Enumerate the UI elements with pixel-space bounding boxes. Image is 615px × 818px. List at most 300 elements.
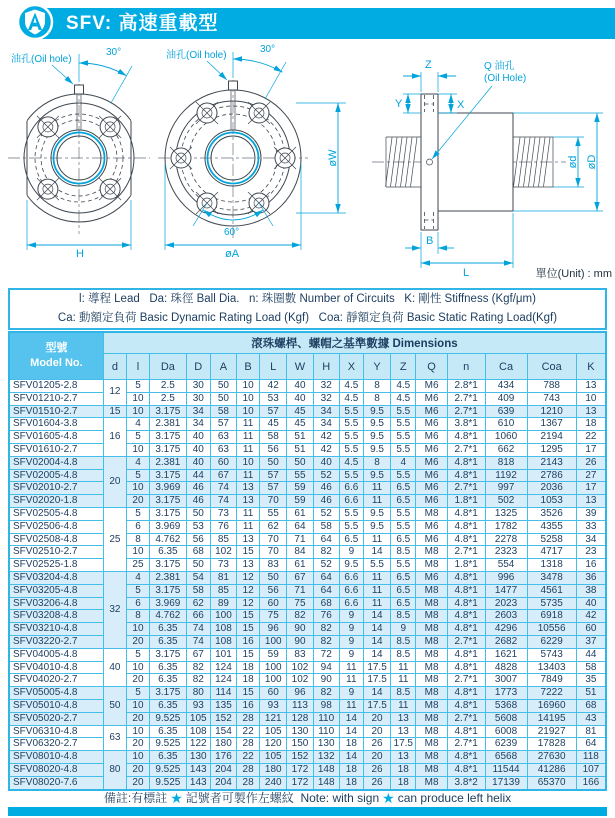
model-cell: SFV03206-4.8	[9, 597, 103, 610]
dim-cell: 5368	[485, 699, 527, 712]
table-row	[9, 559, 606, 572]
oil-hole-label-mid: 油孔(Oil hole)	[166, 50, 227, 61]
dim-cell: 4.8*1	[447, 661, 485, 674]
dim-cell: 4.8*1	[447, 533, 485, 546]
dim-cell: 81	[210, 571, 236, 584]
dim-cell: 6.6	[339, 571, 363, 584]
column-header-K: K	[576, 354, 606, 380]
table-row	[9, 456, 606, 469]
dim-cell: 32	[313, 392, 339, 405]
model-cell: SFV01604-3.8	[9, 418, 103, 431]
dim-cell: 2.8*1	[447, 380, 485, 393]
dim-cell: M8	[416, 763, 447, 776]
dim-cell: 40	[287, 380, 313, 393]
dim-cell: 76	[313, 610, 339, 623]
dim-cell: 502	[485, 495, 527, 508]
dim-cell: 105	[260, 725, 287, 738]
dim-cell: 5.5	[391, 507, 416, 520]
dim-cell: 13	[237, 495, 260, 508]
table-row	[9, 776, 606, 789]
dim-cell: 100	[260, 661, 287, 674]
dim-cell: 9.525	[150, 776, 187, 789]
dim-cell: 12	[237, 597, 260, 610]
dim-cell: 11	[237, 443, 260, 456]
dim-cell: 40	[186, 456, 210, 469]
dim-cell: 5	[126, 380, 149, 393]
model-cell: SFV02510-2.7	[9, 546, 103, 559]
dim-label-Z: Z	[425, 59, 432, 71]
column-header-Ca: Ca	[485, 354, 527, 380]
dim-cell: 15	[237, 648, 260, 661]
model-cell: SFV05010-4.8	[9, 699, 103, 712]
d-group-cell: 12	[103, 380, 126, 406]
dim-cell: 5.5	[339, 520, 363, 533]
column-header-A: A	[210, 354, 236, 380]
model-cell: SFV04020-2.7	[9, 674, 103, 687]
dim-cell: 18	[391, 776, 416, 789]
dim-cell: 2.7*1	[447, 443, 485, 456]
dim-cell: 34	[313, 418, 339, 431]
dim-cell: 4.5	[339, 380, 363, 393]
dim-cell: 50	[186, 507, 210, 520]
dim-cell: 152	[287, 751, 313, 764]
dim-cell: 45	[287, 405, 313, 418]
column-header-d: d	[103, 354, 126, 380]
table-row	[9, 738, 606, 751]
dim-cell: 5.5	[391, 469, 416, 482]
column-header-W: W	[287, 354, 313, 380]
dim-cell: 5.5	[391, 405, 416, 418]
dim-cell: 3.175	[150, 507, 187, 520]
dim-cell: 27	[576, 469, 606, 482]
dim-cell: 10	[126, 546, 149, 559]
dim-cell: 56	[260, 443, 287, 456]
dim-cell: 10	[126, 443, 149, 456]
dim-cell: 63	[210, 431, 236, 444]
dim-cell: 11	[363, 597, 390, 610]
dim-cell: 50	[287, 456, 313, 469]
dim-cell: 3526	[527, 507, 576, 520]
dim-cell: 94	[313, 661, 339, 674]
dim-cell: 82	[313, 623, 339, 636]
dim-cell: 1325	[485, 507, 527, 520]
dim-cell: 45	[260, 418, 287, 431]
dim-label-X: X	[457, 99, 465, 111]
d-group-cell: 15	[103, 405, 126, 418]
dim-cell: 14	[363, 623, 390, 636]
model-header-zh: 型號	[45, 342, 68, 354]
legend-line-1: l: 導程 Lead Da: 珠徑 Ball Dia. n: 珠圈數 Number of Circuits K: 剛性 Stiffness (Kgf/μm)	[79, 293, 536, 305]
dim-cell: 114	[210, 687, 236, 700]
dim-cell: 59	[287, 495, 313, 508]
dim-cell: 20	[126, 674, 149, 687]
table-row	[9, 380, 606, 393]
table-row	[9, 507, 606, 520]
dim-cell: 85	[210, 584, 236, 597]
dim-cell: 2.7*1	[447, 546, 485, 559]
model-cell: SFV02005-4.8	[9, 469, 103, 482]
dim-cell: 14	[363, 687, 390, 700]
dim-cell: 5.5	[391, 520, 416, 533]
dim-cell: 1210	[527, 405, 576, 418]
dim-cell: 10	[237, 456, 260, 469]
table-row	[9, 495, 606, 508]
dim-cell: 26	[363, 738, 390, 751]
dim-cell: 1477	[485, 584, 527, 597]
dim-cell: 60	[576, 623, 606, 636]
model-column-header	[9, 332, 103, 380]
unit-note: 單位(Unit) : mm	[535, 268, 612, 280]
dim-cell: 5	[126, 648, 149, 661]
dim-cell: 55	[287, 469, 313, 482]
dim-cell: 18	[339, 738, 363, 751]
dim-cell: 50	[210, 392, 236, 405]
dim-cell: 20	[126, 712, 149, 725]
column-header-H: H	[313, 354, 339, 380]
dim-cell: 2143	[527, 456, 576, 469]
model-cell: SFV02010-2.7	[9, 482, 103, 495]
dim-cell: 23	[576, 546, 606, 559]
dim-cell: 50	[260, 456, 287, 469]
dim-cell: 6.35	[150, 635, 187, 648]
dim-cell: 90	[313, 674, 339, 687]
dim-cell: 28	[237, 776, 260, 789]
dim-cell: 2.7*1	[447, 405, 485, 418]
dim-cell: 180	[260, 763, 287, 776]
dim-cell: 14195	[527, 712, 576, 725]
dim-cell: 40	[576, 597, 606, 610]
dim-cell: 4	[126, 571, 149, 584]
dim-cell: 68	[313, 597, 339, 610]
dim-cell: 75	[287, 597, 313, 610]
dim-cell: 2.381	[150, 571, 187, 584]
dim-cell: 9.5	[363, 405, 390, 418]
dim-cell: 26	[363, 763, 390, 776]
dim-cell: 20	[126, 495, 149, 508]
dim-cell: 51	[576, 687, 606, 700]
note-zh-suffix: 記號者可製作左螺紋	[185, 791, 294, 805]
dim-cell: 96	[260, 623, 287, 636]
dim-cell: 3.175	[150, 469, 187, 482]
legend-box	[8, 288, 607, 330]
dim-cell: 6.5	[391, 495, 416, 508]
dim-cell: M6	[416, 469, 447, 482]
dim-cell: 122	[186, 738, 210, 751]
d-group-cell: 25	[103, 507, 126, 571]
dim-cell: 108	[186, 725, 210, 738]
dim-cell: 4.8*1	[447, 610, 485, 623]
dim-cell: 15	[237, 687, 260, 700]
dim-label-L: L	[463, 267, 470, 279]
model-cell: SFV02020-1.8	[9, 495, 103, 508]
dim-cell: 85	[210, 533, 236, 546]
dim-cell: 4.8*1	[447, 571, 485, 584]
dim-cell: 58	[576, 661, 606, 674]
dim-cell: 60	[260, 687, 287, 700]
dim-cell: 124	[210, 661, 236, 674]
dim-cell: 2323	[485, 546, 527, 559]
dim-cell: 3478	[527, 571, 576, 584]
dim-cell: 11	[237, 507, 260, 520]
dim-cell: 56	[186, 533, 210, 546]
column-header-Da: Da	[150, 354, 187, 380]
table-row	[9, 571, 606, 584]
technical-drawing	[0, 42, 615, 284]
dim-cell: 11	[391, 674, 416, 687]
table-body	[9, 380, 606, 790]
dim-cell: 16	[237, 635, 260, 648]
dim-cell: M6	[416, 380, 447, 393]
dim-cell: 7849	[527, 674, 576, 687]
dim-cell: 6	[126, 597, 149, 610]
dim-cell: 51	[287, 443, 313, 456]
column-header-L: L	[260, 354, 287, 380]
dim-cell: 82	[313, 546, 339, 559]
model-cell: SFV04010-4.8	[9, 661, 103, 674]
dim-cell: 2278	[485, 533, 527, 546]
dim-cell: 9.5	[363, 431, 390, 444]
d-group-cell: 40	[103, 648, 126, 686]
dim-cell: 1053	[527, 495, 576, 508]
dim-cell: 6	[126, 520, 149, 533]
dim-cell: 64	[576, 738, 606, 751]
dim-cell: M8	[416, 648, 447, 661]
dim-cell: 3.175	[150, 687, 187, 700]
dim-cell: 10	[126, 725, 149, 738]
dim-cell: 46	[313, 482, 339, 495]
dim-cell: 8	[363, 392, 390, 405]
dim-cell: 610	[485, 418, 527, 431]
dim-cell: 7222	[527, 687, 576, 700]
dim-cell: 9.5	[363, 507, 390, 520]
table-row	[9, 520, 606, 533]
dim-cell: 30	[186, 392, 210, 405]
dim-label-A: øA	[225, 248, 240, 260]
dim-cell: 788	[527, 380, 576, 393]
dim-cell: 17828	[527, 738, 576, 751]
dim-cell: 100	[210, 610, 236, 623]
dim-cell: 18	[339, 776, 363, 789]
dim-cell: 3.175	[150, 559, 187, 572]
model-cell: SFV08020-4.8	[9, 763, 103, 776]
dim-cell: 743	[527, 392, 576, 405]
dim-cell: 166	[576, 776, 606, 789]
dim-cell: 64	[313, 533, 339, 546]
model-cell: SFV02506-4.8	[9, 520, 103, 533]
dim-cell: 61	[287, 559, 313, 572]
dim-cell: M6	[416, 418, 447, 431]
dim-cell: 130	[287, 725, 313, 738]
dim-cell: 61	[287, 507, 313, 520]
model-cell: SFV03205-4.8	[9, 584, 103, 597]
table-row	[9, 674, 606, 687]
dim-cell: 41286	[527, 763, 576, 776]
dim-cell: M6	[416, 392, 447, 405]
dim-cell: 18	[576, 418, 606, 431]
column-header-D: D	[186, 354, 210, 380]
dim-cell: 4.8*1	[447, 469, 485, 482]
dim-cell: 5.5	[339, 431, 363, 444]
dim-cell: 3.175	[150, 431, 187, 444]
dim-cell: 105	[186, 712, 210, 725]
dim-cell: 3.175	[150, 443, 187, 456]
table-row	[9, 648, 606, 661]
dim-cell: 8	[363, 456, 390, 469]
dim-cell: 5.5	[339, 418, 363, 431]
dim-cell: 70	[260, 546, 287, 559]
dim-cell: 5.5	[339, 469, 363, 482]
dim-cell: 1773	[485, 687, 527, 700]
dim-cell: 5258	[527, 533, 576, 546]
dim-cell: 8	[126, 610, 149, 623]
dim-cell: 5.5	[339, 507, 363, 520]
dim-cell: 9.5	[363, 443, 390, 456]
dim-cell: M8	[416, 507, 447, 520]
dim-cell: 110	[313, 712, 339, 725]
dim-cell: 17139	[485, 776, 527, 789]
dim-cell: M8	[416, 776, 447, 789]
dim-cell: 10	[126, 699, 149, 712]
dim-cell: 38	[576, 584, 606, 597]
dim-cell: 4.8*1	[447, 507, 485, 520]
dim-cell: M6	[416, 533, 447, 546]
dim-cell: M8	[416, 712, 447, 725]
dim-cell: 11	[363, 495, 390, 508]
dim-cell: 4561	[527, 584, 576, 597]
dim-cell: 53	[260, 392, 287, 405]
d-group-cell: 80	[103, 751, 126, 790]
dim-cell: 118	[576, 751, 606, 764]
dim-cell: 130	[313, 738, 339, 751]
dim-cell: 58	[313, 520, 339, 533]
dim-cell: 20	[126, 776, 149, 789]
dim-cell: 76	[210, 520, 236, 533]
dim-cell: 5.5	[391, 443, 416, 456]
dim-cell: 3.8*1	[447, 418, 485, 431]
dim-cell: 11	[363, 571, 390, 584]
dim-cell: 6918	[527, 610, 576, 623]
dim-label-H: H	[76, 248, 84, 260]
dim-cell: 35	[576, 674, 606, 687]
dim-cell: 13	[237, 482, 260, 495]
dim-cell: 20	[363, 712, 390, 725]
dim-cell: 10	[237, 405, 260, 418]
dim-cell: 4	[126, 418, 149, 431]
dim-cell: 14	[339, 751, 363, 764]
dim-cell: 4.8*1	[447, 699, 485, 712]
note-en-suffix: can produce left helix	[397, 791, 512, 805]
dim-cell: M8	[416, 635, 447, 648]
dim-cell: 11	[237, 469, 260, 482]
dim-cell: 4.8*1	[447, 597, 485, 610]
dim-cell: 62	[260, 520, 287, 533]
dim-cell: 40	[313, 456, 339, 469]
dim-cell: 27630	[527, 751, 576, 764]
dim-cell: 102	[210, 546, 236, 559]
dim-cell: 62	[186, 597, 210, 610]
dim-cell: 11	[391, 699, 416, 712]
column-header-Coa: Coa	[527, 354, 576, 380]
dim-cell: 22	[237, 725, 260, 738]
table-row	[9, 751, 606, 764]
dim-cell: 72	[313, 648, 339, 661]
table-row	[9, 546, 606, 559]
dim-cell: 65370	[527, 776, 576, 789]
dim-cell: 13	[237, 559, 260, 572]
dim-cell: 46	[186, 482, 210, 495]
dim-cell: 9.5	[363, 520, 390, 533]
dim-cell: 2786	[527, 469, 576, 482]
column-header-n: n	[447, 354, 485, 380]
table-row	[9, 405, 606, 418]
oil-hole-label-left: 油孔(Oil hole)	[11, 54, 72, 65]
dim-cell: M6	[416, 443, 447, 456]
dim-cell: 4.8*1	[447, 763, 485, 776]
table-row	[9, 443, 606, 456]
dim-cell: 82	[313, 687, 339, 700]
dim-cell: 10	[126, 623, 149, 636]
model-cell: SFV02004-4.8	[9, 456, 103, 469]
dim-cell: 28	[237, 712, 260, 725]
dim-cell: 54	[186, 571, 210, 584]
dim-cell: 42	[313, 431, 339, 444]
dim-cell: M8	[416, 584, 447, 597]
dim-cell: 100	[260, 635, 287, 648]
star-icon: ★	[170, 790, 183, 806]
dim-cell: 73	[210, 559, 236, 572]
dim-cell: 84	[287, 546, 313, 559]
dim-cell: 5735	[527, 597, 576, 610]
dim-cell: 4.8*1	[447, 520, 485, 533]
dim-cell: 3007	[485, 674, 527, 687]
dim-cell: 1060	[485, 431, 527, 444]
dim-cell: 13	[391, 712, 416, 725]
dim-cell: 43	[576, 712, 606, 725]
dim-cell: 9.5	[363, 418, 390, 431]
dim-cell: 36	[576, 571, 606, 584]
dim-cell: 17	[576, 482, 606, 495]
dim-cell: 105	[260, 751, 287, 764]
dim-cell: 53	[186, 520, 210, 533]
model-cell: SFV08020-7.6	[9, 776, 103, 789]
dim-cell: 59	[260, 648, 287, 661]
dim-cell: 6.5	[391, 571, 416, 584]
dim-cell: 5.5	[391, 431, 416, 444]
dim-cell: 73	[210, 507, 236, 520]
dim-cell: 135	[210, 699, 236, 712]
bottom-accent-bar	[8, 807, 607, 816]
dim-label-B: B	[426, 235, 434, 247]
dim-cell: 6.5	[339, 533, 363, 546]
model-cell: SFV02525-1.8	[9, 559, 103, 572]
dim-cell: 30	[186, 380, 210, 393]
dim-cell: 2023	[485, 597, 527, 610]
dim-cell: 6.35	[150, 751, 187, 764]
dim-cell: 1295	[527, 443, 576, 456]
dim-cell: 11	[363, 584, 390, 597]
dim-cell: 20	[363, 751, 390, 764]
dim-cell: 3.175	[150, 405, 187, 418]
dim-cell: 148	[313, 776, 339, 789]
dim-cell: 67	[186, 648, 210, 661]
dim-cell: 58	[186, 584, 210, 597]
dim-cell: 13	[576, 405, 606, 418]
dim-cell: 6.5	[391, 533, 416, 546]
dim-cell: 57	[260, 482, 287, 495]
dim-label-30deg-mid: 30°	[260, 44, 276, 55]
column-header-l: l	[126, 354, 149, 380]
dim-cell: M6	[416, 571, 447, 584]
